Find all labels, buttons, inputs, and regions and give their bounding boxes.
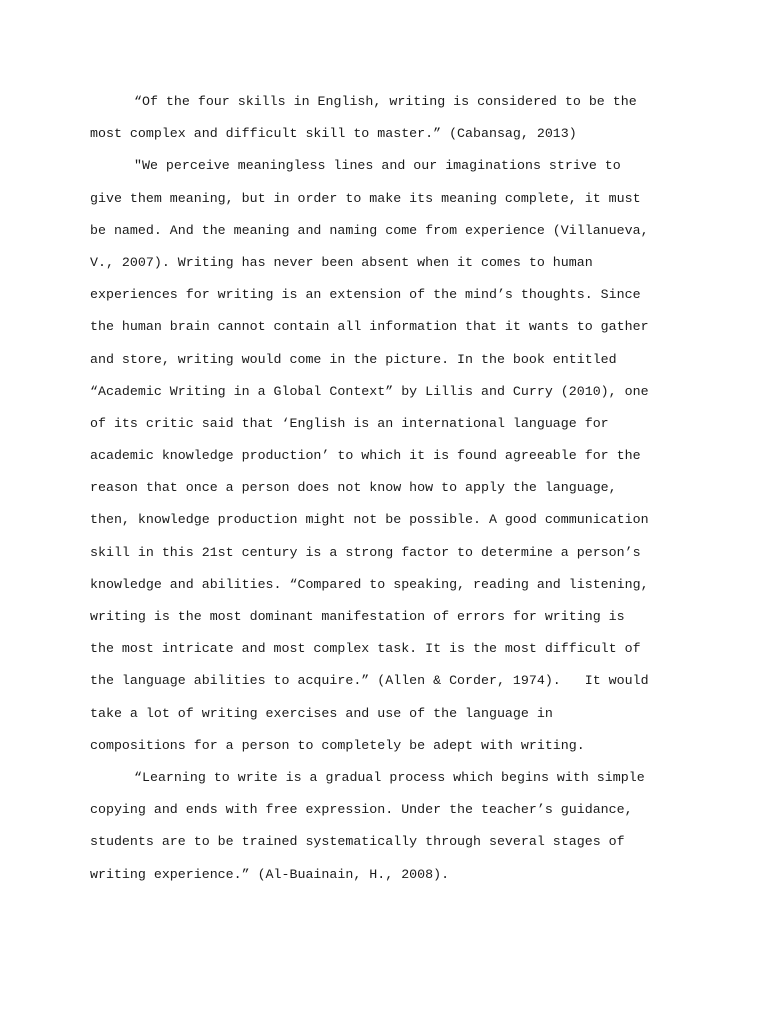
text-line: experiences for writing is an extension of the mind’s thoughts. Since — [90, 287, 641, 303]
text-line: students are to be trained systematically through several stages of — [90, 834, 625, 850]
text-line: the most intricate and most complex task. It is the most difficult of — [90, 641, 641, 657]
text-line: reason that once a person does not know how to apply the language, — [90, 480, 617, 496]
text-line: “Learning to write is a gradual process which begins with simple — [134, 769, 645, 785]
text-line: the language abilities to acquire.” (Allen & Corder, 1974). It would — [90, 673, 649, 689]
text-line: copying and ends with free expression. Under the teacher’s guidance, — [90, 802, 633, 818]
text-line: V., 2007). Writing has never been absent when it comes to human — [90, 254, 593, 270]
body-text — [90, 86, 674, 891]
text-line: compositions for a person to completely be adept with writing. — [90, 737, 585, 753]
text-line: then, knowledge production might not be possible. A good communication — [90, 512, 649, 528]
text-line: take a lot of writing exercises and use of the language in — [90, 705, 553, 721]
text-line: “Of the four skills in English, writing is considered to be the — [134, 94, 637, 109]
text-line: skill in this 21st century is a strong factor to determine a person’s — [90, 544, 641, 560]
text-line: and store, writing would come in the picture. In the book entitled — [90, 351, 617, 367]
text-line: knowledge and abilities. “Compared to speaking, reading and listening, — [90, 576, 649, 592]
text-line: most complex and difficult skill to master.” (Cabansag, 2013) — [90, 126, 577, 142]
text-line: the human brain cannot contain all information that it wants to gather — [90, 319, 649, 335]
text-line: writing is the most dominant manifestation of errors for writing is — [90, 609, 625, 624]
text-line: give them meaning, but in order to make its meaning complete, it must — [90, 190, 641, 206]
text-line: writing experience.” (Al-Buainain, H., 2008). — [90, 866, 450, 882]
text-line: “Academic Writing in a Global Context” by Lillis and Curry (2010), one — [90, 383, 649, 399]
text-line: be named. And the meaning and naming come from experience (Villanueva, — [90, 222, 649, 238]
text-line: academic knowledge production’ to which it is found agreeable for the — [90, 448, 641, 464]
text-line: of its critic said that ‘English is an international language for — [90, 415, 609, 431]
text-line: "We perceive meaningless lines and our imaginations strive to — [134, 158, 621, 174]
